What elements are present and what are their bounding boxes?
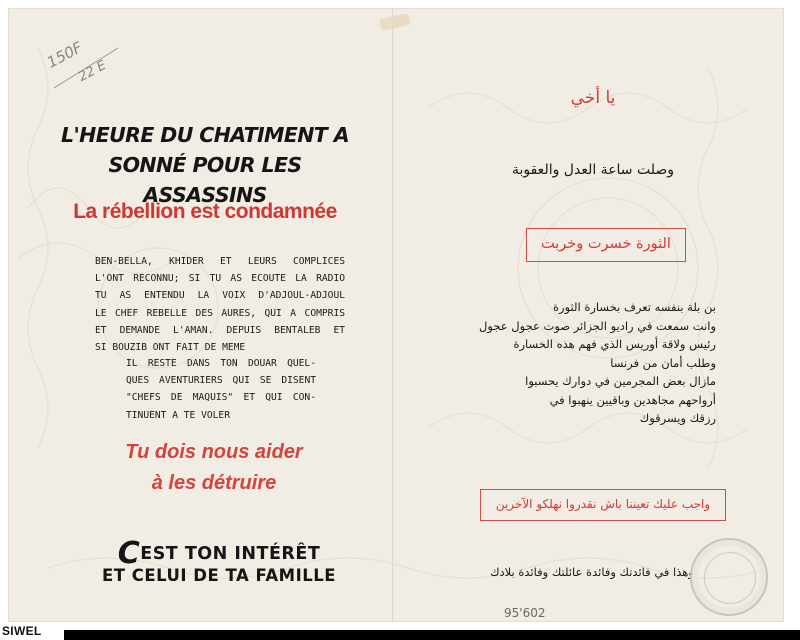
- french-p1-line: SI BOUZIB ONT FAIT DE MEME: [95, 342, 246, 354]
- french-call-line-2: à les détruire: [151, 472, 277, 494]
- french-call-line-1: Tu dois nous aider: [125, 441, 303, 463]
- french-p2-line: QUES AVENTURIERS QUI SE DISENT: [126, 375, 316, 387]
- french-closing-initial: C: [117, 536, 141, 571]
- french-p1-line: LE CHEF REBELLE DES AURES, QUI A COMPRIS: [95, 307, 345, 319]
- french-p2-line: TINUENT A TE VOLER: [126, 409, 230, 421]
- archive-stamp-inner: [704, 552, 756, 604]
- french-title-line-1: L'HEURE DU CHATIMENT A: [61, 123, 349, 147]
- french-subtitle: La rébellion est condamnée: [73, 200, 337, 223]
- arabic-body-line: رئيس ولاقة أوريس الذي فهم هذه الخسارة: [513, 337, 716, 351]
- french-p1-line: L'ONT RECONNU; SI TU AS ECOUTE LA RADIO: [95, 273, 345, 285]
- page-margin: [784, 0, 800, 630]
- arabic-body-line: وطلب أمان من فرنسا: [610, 355, 716, 370]
- arabic-heading: يا أخي: [570, 88, 616, 108]
- arabic-body-line: أرواحهم مجاهدين وباقيين ينهبوا في: [549, 392, 716, 407]
- french-p1-line: TU AS ENTENDU LA VOIX D'ADJOUL-ADJOUL: [95, 290, 345, 302]
- french-p2-line: "CHEFS DE MAQUIS" ET QUI CON-: [126, 392, 316, 404]
- french-closing-rest: EST TON INTÉRÊT: [140, 544, 321, 564]
- arabic-body: [479, 298, 716, 428]
- arabic-body-line: مازال بعض المجرمين في دوارك يحسبوا: [525, 374, 716, 388]
- arabic-boxed-slogan-1: الثورة خسرت وخربت: [526, 228, 686, 262]
- arabic-body-line: وانت سمعت في راديو الجزائر صوت عجول عجول: [479, 318, 716, 333]
- pencil-mark-2: 22 E: [76, 58, 109, 85]
- french-title-line-2: SONNÉ POUR LES ASSASSINS: [108, 153, 302, 207]
- french-p2-line: IL RESTE DANS TON DOUAR QUEL-: [126, 358, 316, 369]
- watermark-label: [0, 622, 64, 640]
- leaflet-sheet: [8, 8, 784, 622]
- bottom-bar: [60, 630, 800, 640]
- arabic-closing-line: وهذا في فائدتك وفائدة عائلتك وفائدة بلادك: [490, 565, 694, 579]
- arabic-boxed-slogan-2: واجب عليك تعيننا باش نقدروا نهلكو الآخرين: [480, 489, 726, 521]
- pencil-mark-1: 150F: [43, 38, 86, 72]
- french-paragraph-2: [126, 355, 316, 424]
- arabic-body-line: رزقك ويسرقوك: [639, 411, 716, 425]
- french-closing-line-2: ET CELUI DE TA FAMILLE: [101, 566, 337, 585]
- arabic-body-line: بن بلة بنفسه تعرف بخسارة الثورة: [553, 300, 716, 314]
- watermark-text: SIWEL: [2, 624, 42, 638]
- archive-number: 95'602: [504, 606, 546, 620]
- french-p1-line: BEN-BELLA, KHIDER ET LEURS COMPLICES: [95, 256, 345, 267]
- fold-line: [392, 8, 393, 622]
- french-p1-line: ET DEMANDE L'AMAN. DEPUIS BENTALEB ET: [95, 324, 345, 336]
- french-paragraph-1: [95, 253, 345, 356]
- archive-stamp: [690, 538, 768, 616]
- arabic-line-1: وصلت ساعة العدل والعقوبة: [511, 162, 675, 178]
